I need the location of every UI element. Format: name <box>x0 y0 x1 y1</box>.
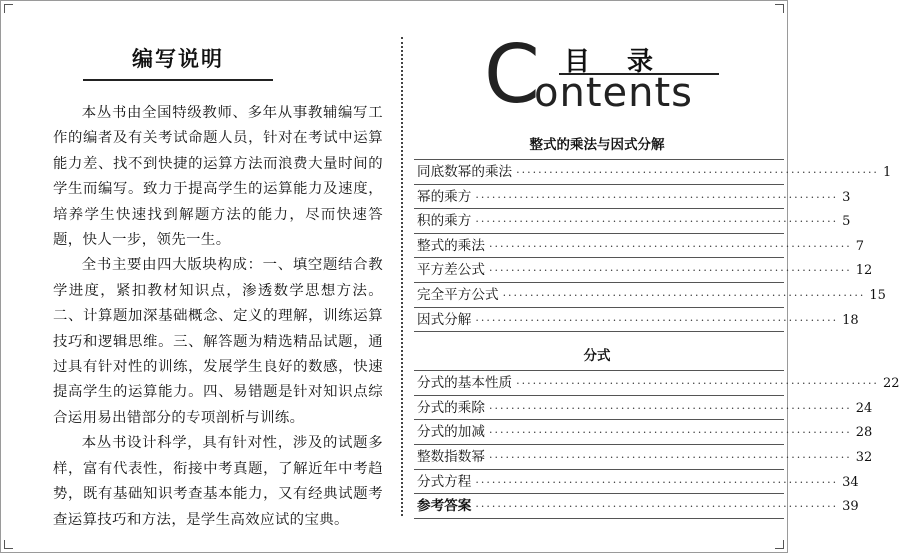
leader-dots: ·································································· <box>475 475 839 489</box>
toc-row[interactable] <box>414 308 859 333</box>
toc-row[interactable] <box>414 234 865 259</box>
toc-row[interactable] <box>414 420 873 445</box>
toc-row[interactable] <box>414 185 851 210</box>
toc-page: 12 <box>855 263 873 279</box>
corner-mark <box>4 540 13 549</box>
toc-label: 分式的基本性质 <box>417 375 513 392</box>
toc-row[interactable] <box>414 258 873 283</box>
toc-label: 分式的乘除 <box>417 399 485 416</box>
preface-paragraph: 全书主要由四大版块构成：一、填空题结合教学进度，紧扣教材知识点，渗透数学思想方法。二、计算题加深基础概念、定义的理解，训练运算技巧和逻辑思维。三、解答题为精选精品试题，通过具有针对性的训练，发展学生良好的数感，快速提高学生的运算能力。四、易错题是针对知识点综合运用易出错部分的专项剖析与训练。 <box>53 257 383 426</box>
toc-list <box>414 159 892 332</box>
toc-page: 7 <box>855 238 865 254</box>
leader-dots: ·································································· <box>488 450 852 464</box>
toc-page: 3 <box>842 189 851 205</box>
corner-mark <box>4 4 13 13</box>
toc-page: 5 <box>842 214 851 230</box>
heading-underline <box>83 79 273 81</box>
toc-label: 完全平方公式 <box>417 286 499 303</box>
leader-dots: ·································································· <box>475 500 839 514</box>
corner-mark <box>775 540 784 549</box>
toc-label: 整数指数幂 <box>417 448 485 465</box>
toc-label: 因式分解 <box>417 311 472 328</box>
mulu-title: 目 录 <box>564 47 668 77</box>
leader-dots: ·································································· <box>488 426 852 440</box>
leader-dots: ·································································· <box>488 239 852 253</box>
toc-label: 参考答案 <box>417 498 472 515</box>
toc-row[interactable] <box>414 209 851 234</box>
toc-row-answers[interactable] <box>414 494 859 519</box>
toc-label: 分式的加减 <box>417 424 485 441</box>
toc-label: 平方差公式 <box>417 262 485 279</box>
toc-label: 分式方程 <box>417 473 472 490</box>
toc-label: 幂的乘方 <box>417 188 472 205</box>
toc-label: 同底数幂的乘法 <box>417 164 513 180</box>
preface-heading: 编写说明 <box>132 46 224 71</box>
toc-page: 1 <box>882 165 892 180</box>
toc-page: 28 <box>855 425 873 441</box>
contents-big-c: C <box>484 28 540 121</box>
contents-word: ontents <box>534 70 693 116</box>
leader-dots: ·································································· <box>475 190 839 204</box>
toc-row[interactable] <box>414 445 873 470</box>
preface-heading-block <box>73 39 283 81</box>
toc-label: 整式的乘法 <box>417 237 485 254</box>
contents-banner <box>414 28 790 121</box>
toc-page: 32 <box>855 449 873 465</box>
preface-page <box>53 39 383 533</box>
page-divider <box>401 37 403 516</box>
section-title: 分式 <box>583 348 611 365</box>
toc-page: 18 <box>842 312 859 328</box>
toc-row[interactable] <box>414 371 900 396</box>
leader-dots: ·································································· <box>488 401 852 415</box>
toc-row[interactable] <box>414 396 873 421</box>
leader-dots: ·································································· <box>488 264 852 278</box>
toc-list <box>414 370 900 519</box>
preface-paragraph: 本丛书由全国特级教师、多年从事教辅编写工作的编者及有关考试命题人员，针对在考试中运算能力差、找不到快捷的运算方法而浪费大量时间的学生而编写。致力于提高学生的运算能力及速度，培养学生快速找到解题方法的能力，尽而快速答题，快人一步，领先一生。 <box>53 105 383 249</box>
leader-dots: ·································································· <box>516 166 879 179</box>
toc-page: 24 <box>855 400 873 416</box>
leader-dots: ·································································· <box>475 313 839 327</box>
toc-row[interactable] <box>414 160 892 185</box>
leader-dots: ·································································· <box>475 215 839 229</box>
preface-body <box>53 101 383 533</box>
section-title: 整式的乘法与因式分解 <box>529 137 665 153</box>
corner-mark <box>775 4 784 13</box>
toc-page: 22 <box>882 376 900 392</box>
preface-paragraph: 本丛书设计科学，具有针对性，涉及的试题多样，富有代表性，衔接中考真题，了解近年中考趋势，既有基础知识考查基本能力，又有经典试题考查运算技巧和方法，是学生高效应试的宝典。 <box>53 435 383 528</box>
toc-label: 积的乘方 <box>417 213 472 230</box>
leader-dots: ·································································· <box>516 377 879 391</box>
toc-page: 39 <box>842 499 859 515</box>
toc-page: 15 <box>869 287 886 303</box>
contents-page <box>414 28 900 519</box>
leader-dots: ·································································· <box>502 288 866 302</box>
toc-page: 34 <box>842 474 859 490</box>
toc-row[interactable] <box>414 283 886 308</box>
toc-row[interactable] <box>414 470 859 495</box>
